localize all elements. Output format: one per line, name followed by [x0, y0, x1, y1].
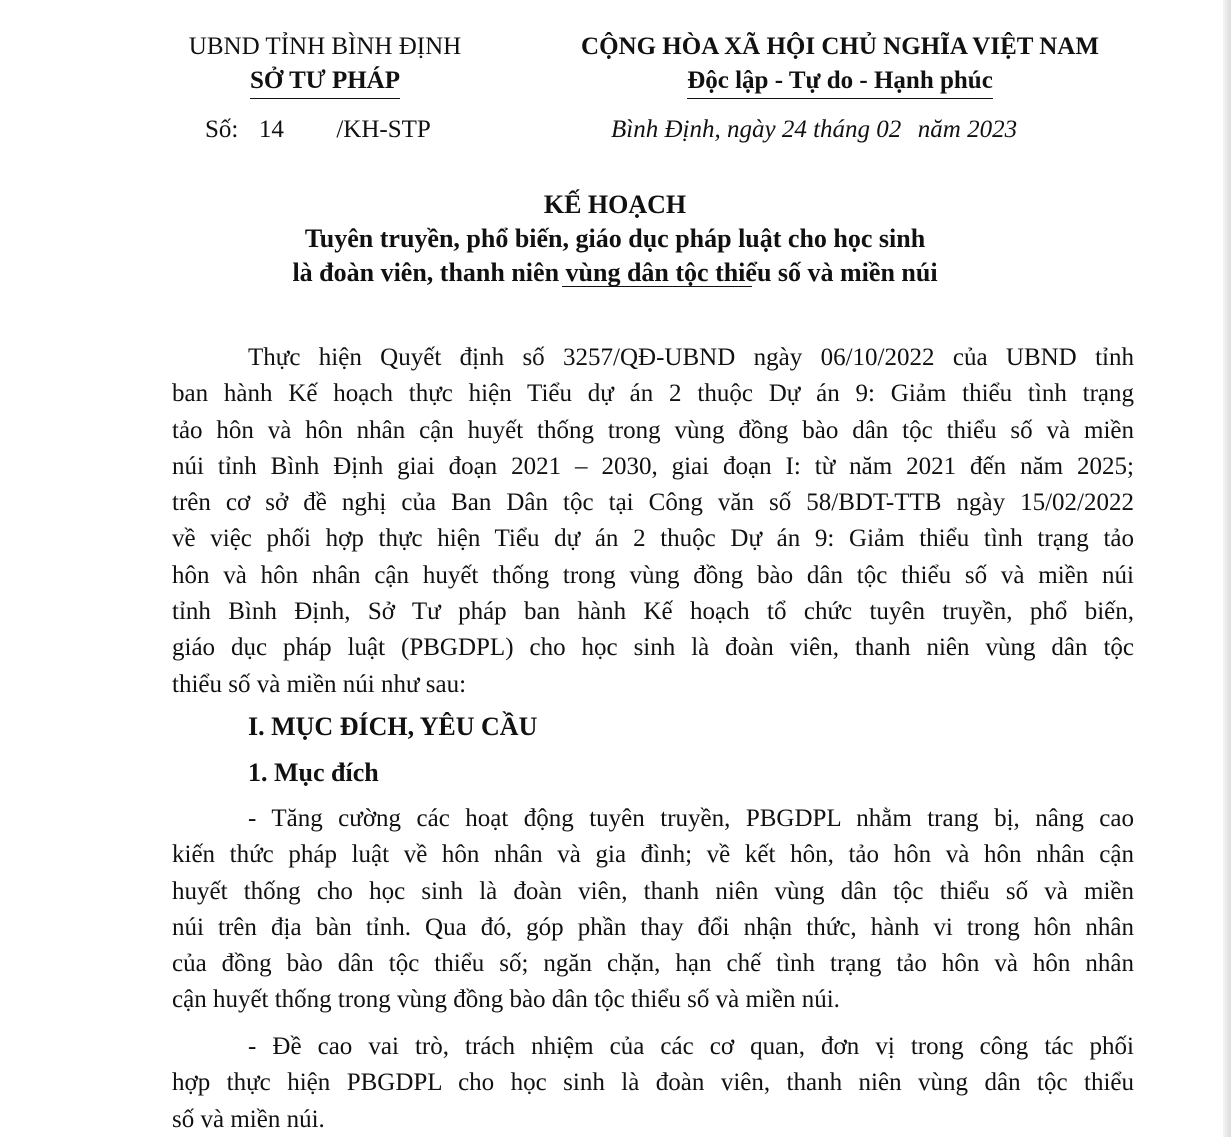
text-line: tảo hôn và hôn nhân cận huyết thống trong vùng đồng bào dân tộc thiểu số và miền	[172, 416, 1134, 444]
text-line: trên cơ sở đề nghị của Ban Dân tộc tại Công văn số 58/BDT-TTB ngày 15/02/2022	[172, 489, 1134, 517]
national-motto: Độc lập - Tự do - Hạnh phúc	[687, 64, 993, 99]
text-line: - Tăng cường các hoạt động tuyên truyền, PBGDPL nhằm trang bị, nâng cao	[248, 805, 1134, 832]
text-line: hôn và hôn nhân cận huyết thống trong vùng đồng bào dân tộc thiểu số và miền núi	[172, 561, 1134, 589]
page-edge	[1223, 0, 1231, 1137]
text-line: núi tỉnh Bình Định giai đoạn 2021 – 2030, giai đoạn I: từ năm 2021 đến năm 2025;	[172, 452, 1134, 480]
date-prefix: Bình Định, ngày	[611, 116, 776, 143]
date-year: 2023	[967, 116, 1018, 143]
date-month: 02	[876, 116, 902, 143]
issuing-agency	[160, 30, 490, 99]
purpose-paragraph-2	[172, 1029, 1134, 1138]
text-line: về việc phối hợp thực hiện Tiểu dự án 2 thuộc Dự án 9: Giảm thiểu tình trạng tảo	[172, 525, 1134, 553]
text-line: số và miền núi.	[172, 1105, 325, 1133]
date-month-label: tháng	[813, 116, 871, 143]
text-line: của đồng bào dân tộc thiểu số; ngăn chặn, hạn chế tình trạng tảo hôn và hôn nhân	[172, 950, 1134, 978]
national-header	[530, 30, 1150, 99]
text-line: Thực hiện Quyết định số 3257/QĐ-UBND ngày 06/10/2022 của UBND tỉnh	[248, 344, 1134, 371]
subsection-heading: 1. Mục đích	[248, 758, 379, 787]
date-day: 24	[781, 116, 807, 143]
number-value: 14	[258, 116, 284, 143]
text-line: tỉnh Bình Định, Sở Tư pháp ban hành Kế hoạch tổ chức tuyên truyền, phổ biến,	[172, 598, 1134, 626]
section-heading: I. MỤC ĐÍCH, YÊU CẦU	[248, 712, 538, 741]
text-line: cận huyết thống trong vùng đồng bào dân tộc thiểu số và miền núi.	[172, 986, 840, 1014]
text-line: kiến thức pháp luật về hôn nhân và gia đình; về kết hôn, tảo hôn và hôn nhân cận	[172, 841, 1134, 869]
title-main: KẾ HOẠCH	[543, 190, 687, 219]
title-underline	[562, 286, 752, 287]
document-date	[611, 114, 1017, 146]
agency-parent: UBND TỈNH BÌNH ĐỊNH	[188, 33, 462, 60]
text-line: núi trên địa bàn tỉnh. Qua đó, góp phần thay đổi nhận thức, hành vi trong hôn nhân	[172, 913, 1134, 941]
title-line2: là đoàn viên, thanh niên vùng dân tộc thiểu số và miền núi	[292, 258, 938, 287]
text-line: - Đề cao vai trò, trách nhiệm của các cơ quan, đơn vị trong công tác phối	[248, 1033, 1134, 1060]
text-line: hợp thực hiện PBGDPL cho học sinh là đoàn viên, thanh niên vùng dân tộc thiểu	[172, 1069, 1134, 1097]
title-line1: Tuyên truyền, phổ biến, giáo dục pháp luật cho học sinh	[304, 224, 926, 253]
national-title: CỘNG HÒA XÃ HỘI CHỦ NGHĨA VIỆT NAM	[581, 33, 1099, 60]
date-year-label: năm	[917, 116, 961, 143]
number-label: Số:	[205, 116, 239, 143]
agency-name: SỞ TƯ PHÁP	[250, 64, 400, 99]
text-line: ban hành Kế hoạch thực hiện Tiểu dự án 2 thuộc Dự án 9: Giảm thiểu tình trạng	[172, 380, 1134, 408]
text-line: giáo dục pháp luật (PBGDPL) cho học sinh là đoàn viên, thanh niên vùng dân tộc	[172, 634, 1134, 662]
text-line: huyết thống cho học sinh là đoàn viên, thanh niên vùng dân tộc thiểu số và miền	[172, 877, 1134, 905]
intro-paragraph	[172, 340, 1134, 703]
document-title	[130, 188, 1100, 290]
document-number	[205, 114, 431, 146]
purpose-paragraph-1	[172, 801, 1134, 1019]
number-suffix: /KH-STP	[336, 116, 431, 143]
text-line: thiểu số và miền núi như sau:	[172, 670, 467, 698]
